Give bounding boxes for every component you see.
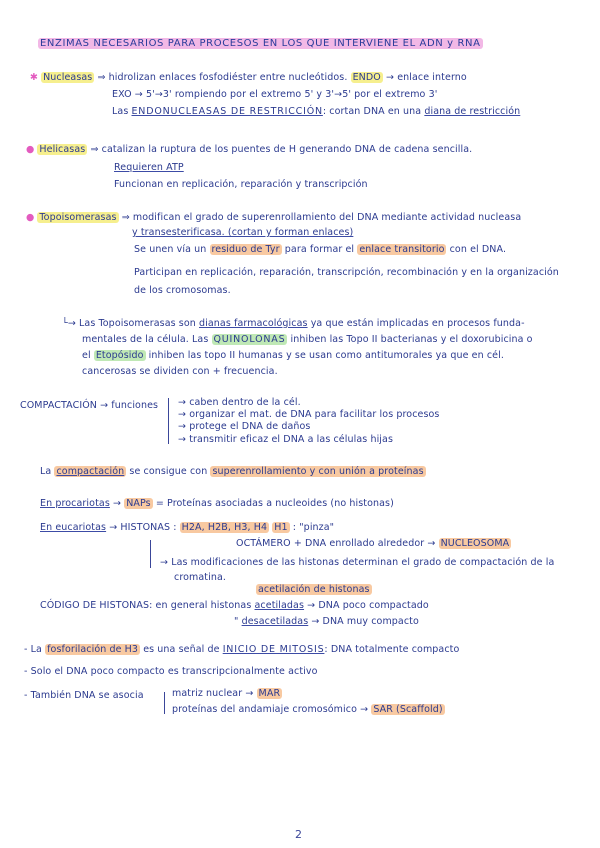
octamero-line: OCTÁMERO + DNA enrollado alrededor → NUCLEOSOMA <box>236 538 510 549</box>
nucleasas-line-3: Las ENDONUCLEASAS DE RESTRICCIÓN: cortan DNA en una diana de restricción <box>112 106 521 117</box>
topo-line-2: y transesterificasa. (cortan y forman enlaces) <box>132 227 354 238</box>
topo-note-4: cancerosas se dividen con + frecuencia. <box>82 366 278 377</box>
modificaciones-line-1: → Las modificaciones de las histonas determinan el grado de compactación de la <box>160 557 555 568</box>
bullet-icon: ● <box>26 144 35 155</box>
compactacion-label: COMPACTACIÓN → funciones <box>20 400 159 411</box>
topo-note-2: mentales de la célula. Las QUINOLONAS inhiben las Topo II bacterianas y el doxorubicina o <box>82 334 533 345</box>
codigo-line-2: " desacetiladas → DNA muy compacto <box>234 616 419 627</box>
nucleasas-label: Nucleasas <box>43 72 93 83</box>
topo-note-1: └→ Las Topoisomerasas son dianas farmacológicas ya que están implicadas en procesos funda- <box>62 318 525 329</box>
helicasas-line-3: Funcionan en replicación, reparación y transcripción <box>114 179 368 190</box>
acetilacion-label: acetilación de histonas <box>258 584 370 595</box>
nucleasas-line-1: ✱ Nucleasas ⇒ hidrolizan enlaces fosfodiéster entre nucleótidos. ENDO → enlace interno <box>30 72 467 83</box>
topo-note-3: el Etopósido inhiben las topo II humanas y se usan como antitumorales ya que en cél. <box>82 350 504 361</box>
helicasas-line-1: ● Helicasas ⇒ catalizan la ruptura de los puentes de H generando DNA de cadena sencilla. <box>26 144 473 155</box>
codigo-line-1: CÓDIGO DE HISTONAS: en general histonas acetiladas → DNA poco compactado <box>40 600 429 611</box>
compactacion-line: La compactación se consigue con superenrollamiento y con unión a proteínas <box>40 466 424 477</box>
helicasas-label: Helicasas <box>39 144 86 155</box>
function-1: → caben dentro de la cél. <box>178 397 301 408</box>
page-title: ENZIMAS NECESARIOS PARA PROCESOS EN LOS QUE INTERVIENE EL ADN y RNA <box>40 38 481 49</box>
asociacion-brace <box>164 692 165 714</box>
procariotas-line: En procariotas → NAPs = Proteínas asociadas a nucleoides (no histonas) <box>40 498 394 509</box>
page-number: 2 <box>295 828 302 841</box>
topo-line-4: Participan en replicación, reparación, transcripción, recombinación y en la organización <box>134 267 559 278</box>
topo-line-3: Se unen vía un residuo de Tyr para formar el enlace transitorio con el DNA. <box>134 244 507 255</box>
function-2: → organizar el mat. de DNA para facilitar los procesos <box>178 409 440 420</box>
bullet-icon: ● <box>26 212 35 223</box>
function-4: → transmitir eficaz el DNA a las células hijas <box>178 434 394 445</box>
bullet-line-1: - La fosforilación de H3 es una señal de INICIO DE MITOSIS: DNA totalmente compacto <box>24 644 460 655</box>
helicasas-line-2: Requieren ATP <box>114 162 184 173</box>
bullet-icon: ✱ <box>30 72 39 83</box>
nucleasas-line-2: EXO → 5'→3' rompiendo por el extremo 5' y 3'→5' por el extremo 3' <box>112 89 438 100</box>
modificaciones-line-2: cromatina. <box>174 572 227 583</box>
functions-brace <box>168 398 169 444</box>
bullet-line-2: - Solo el DNA poco compacto es transcripcionalmente activo <box>24 666 318 677</box>
matriz-line: matriz nuclear → MAR <box>172 688 281 699</box>
topo-label: Topoisomerasas <box>39 212 117 223</box>
topo-line-1: ● Topoisomerasas ⇒ modifican el grado de superenrollamiento del DNA mediante actividad nucleasa <box>26 212 522 223</box>
topo-line-5: de los cromosomas. <box>134 285 231 296</box>
bullet-line-3: - También DNA se asocia <box>24 690 144 701</box>
andamiaje-line: proteínas del andamiaje cromosómico → SAR (Scaffold) <box>172 704 443 715</box>
eucariotas-line: En eucariotas → HISTONAS : H2A, H2B, H3, H4 H1 : "pinza" <box>40 522 335 533</box>
function-3: → protege el DNA de daños <box>178 421 311 432</box>
eucariotas-brace <box>150 540 151 568</box>
